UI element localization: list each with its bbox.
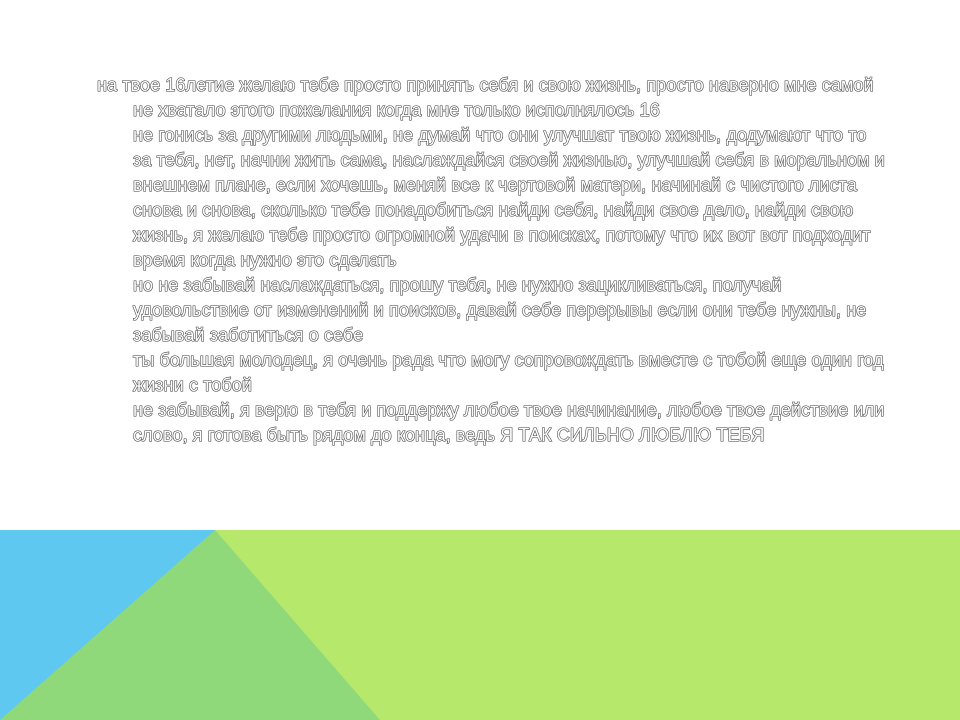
paragraph-3: но не забывай наслаждаться, прошу тебя, не нужно зацикливаться, получай удовольствие от изменений и поисков, давай себе перерывы если они тебе нужны, не забывай заботиться о себе <box>133 275 867 345</box>
decorative-color-band <box>0 530 960 720</box>
paragraph-2: не гонись за другими людьми, не думай что они улучшат твою жизнь, додумают что то за тебя, нет, начни жить сама, наслаждайся своей жизнью, улучшай себя в моральном и внешнем плане, если хочешь, меняй все к чертовой матери, начинай с чистого листа снова и снова, сколько тебе понадобиться найди себя, найди свое дело, найди свою жизнь, я желаю тебе просто огромной удачи в поисках, потому что их вот вот подходит время когда нужно это сделать <box>133 125 885 270</box>
slide-text-block <box>97 73 887 448</box>
paragraph-5: не забывай, я верю в тебя и поддержу любое твое начинание, любое твое действие или слово, я готова быть рядом до конца, ведь Я ТАК СИЛЬНО ЛЮБЛЮ ТЕБЯ <box>133 400 885 445</box>
paragraph-4: ты большая молодец, я очень рада что могу сопровождать вместе с тобой еще один год жизни с тобой <box>133 350 884 395</box>
paragraph-1: на твое 16летие желаю тебе просто принять себя и свою жизнь, просто наверно мне самой не хватало этого пожелания когда мне только исполнялось 16 <box>97 75 874 120</box>
